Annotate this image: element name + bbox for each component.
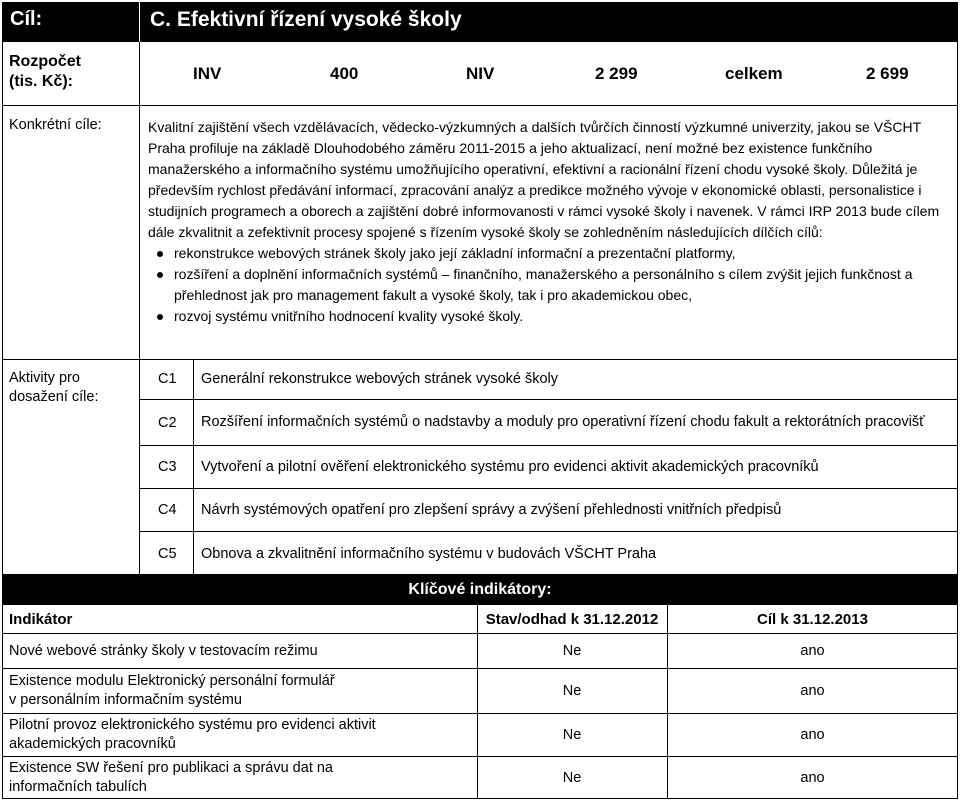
activity-text: Rozšíření informačních systémů o nadstavby a moduly pro operativní řízení chodu fakult a rektorátních pracovišť xyxy=(201,414,925,430)
indicator-name: Nové webové stránky školy v testovacím režimu xyxy=(9,642,318,659)
goals-paragraph: Kvalitní zajištění všech vzdělávacích, vědecko-výzkumných a dalších tvůrčích činností výzkumné univerzity, jakou se VŠCHT Praha profiluje na základě Dlouhodobého záměru 2011-2015 a jeho aktualizací, není možné bez existence funkčního manažerského a informačního systému umožňujícího operativní, efektivní a racionální řízení chodu vysoké školy. Důležitá je především rychlost předávání informací, zpracování analýz a predikce možného vývoje v ekonomické oblasti, personalistice i studijních programech a oborech a zajištění dobré informovanosti v rámci vysoké školy i navenek. V rámci IRP 2013 bude cílem dále zkvalitnit a zefektivnit procesy spojené s řízením vysoké školy se zohledněním následujících dílčích cílů: xyxy=(148,119,940,240)
activity-code: C2 xyxy=(158,414,177,431)
indicators-title-band xyxy=(2,575,958,605)
indicator-status: Ne xyxy=(562,770,582,786)
goal-header-band xyxy=(2,2,958,42)
goals-bullet-item: rozšíření a doplnění informačních systémů – finančního, manažerského a personálního s cílem zvýšit jejich funkčnost a přehlednost jak pro management fakult a vysoké školy, tak i pro akademickou obec, xyxy=(148,264,948,306)
goals-label: Konkrétní cíle: xyxy=(9,117,102,133)
budget-inv-label: INV xyxy=(193,64,222,83)
indicators-header-name: Indikátor xyxy=(9,610,73,628)
activity-code: C3 xyxy=(158,459,177,475)
indicator-name: Pilotní provoz elektronického systému pro evidenci aktivit akademických pracovníků xyxy=(9,717,376,752)
activity-text: Generální rekonstrukce webových stránek vysoké školy xyxy=(201,371,559,387)
activity-code-divider xyxy=(193,359,194,575)
indicator-status: Ne xyxy=(562,683,582,699)
budget-label-line1: Rozpočet xyxy=(9,53,81,70)
budget-inv-value: 400 xyxy=(330,64,359,83)
activities-label-line1: Aktivity pro xyxy=(9,370,80,386)
goals-bullet-item: rozvoj systému vnitřního hodnocení kvality vysoké školy. xyxy=(148,306,948,327)
activity-code: C5 xyxy=(158,545,177,562)
activity-text: Vytvoření a pilotní ověření elektronického systému pro evidenci aktivit akademických pracovníků xyxy=(201,459,819,475)
indicator-status: Ne xyxy=(562,727,582,743)
activity-text: Návrh systémových opatření pro zlepšení správy a zvýšení přehlednosti vnitřních předpisů xyxy=(201,502,782,518)
activity-code: C1 xyxy=(158,371,177,387)
activity-text: Obnova a zkvalitnění informačního systému v budovách VŠCHT Praha xyxy=(201,545,657,562)
goals-content xyxy=(148,117,948,327)
indicators-header-status: Stav/odhad k 31.12.2012 xyxy=(485,610,659,628)
activities-label-line2: dosažení cíle: xyxy=(9,389,99,405)
budget-total-label: celkem xyxy=(725,64,783,83)
indicator-target: ano xyxy=(800,683,825,699)
budget-bottom-line xyxy=(2,105,958,106)
activities-label xyxy=(9,369,98,407)
activity-code: C4 xyxy=(158,502,177,518)
goals-bullet-list xyxy=(148,243,948,327)
indicators-header-target: Cíl k 31.12.2013 xyxy=(757,610,868,628)
budget-label-line2: (tis. Kč): xyxy=(9,73,73,90)
indicator-name: Existence SW řešení pro publikaci a správu dat na informačních tabulích xyxy=(9,760,333,795)
indicator-name: Existence modulu Elektronický personální formulář v personálním informačním systému xyxy=(9,673,335,708)
budget-label xyxy=(9,52,81,92)
indicator-status: Ne xyxy=(562,643,582,659)
indicator-target: ano xyxy=(800,770,825,786)
budget-niv-label: NIV xyxy=(466,64,495,83)
header-divider xyxy=(139,2,140,42)
budget-niv-value: 2 299 xyxy=(595,64,638,83)
goal-label: Cíl: xyxy=(10,8,43,30)
budget-total-value: 2 699 xyxy=(866,64,909,83)
goals-bullet-item: rekonstrukce webových stránek školy jako její základní informační a prezentační platformy, xyxy=(148,243,948,264)
indicators-title: Klíčové indikátory: xyxy=(408,581,552,598)
goal-title: C. Efektivní řízení vysoké školy xyxy=(150,8,462,31)
indicator-target: ano xyxy=(800,727,825,743)
label-column-divider xyxy=(139,42,140,575)
indicator-target: ano xyxy=(800,643,825,659)
